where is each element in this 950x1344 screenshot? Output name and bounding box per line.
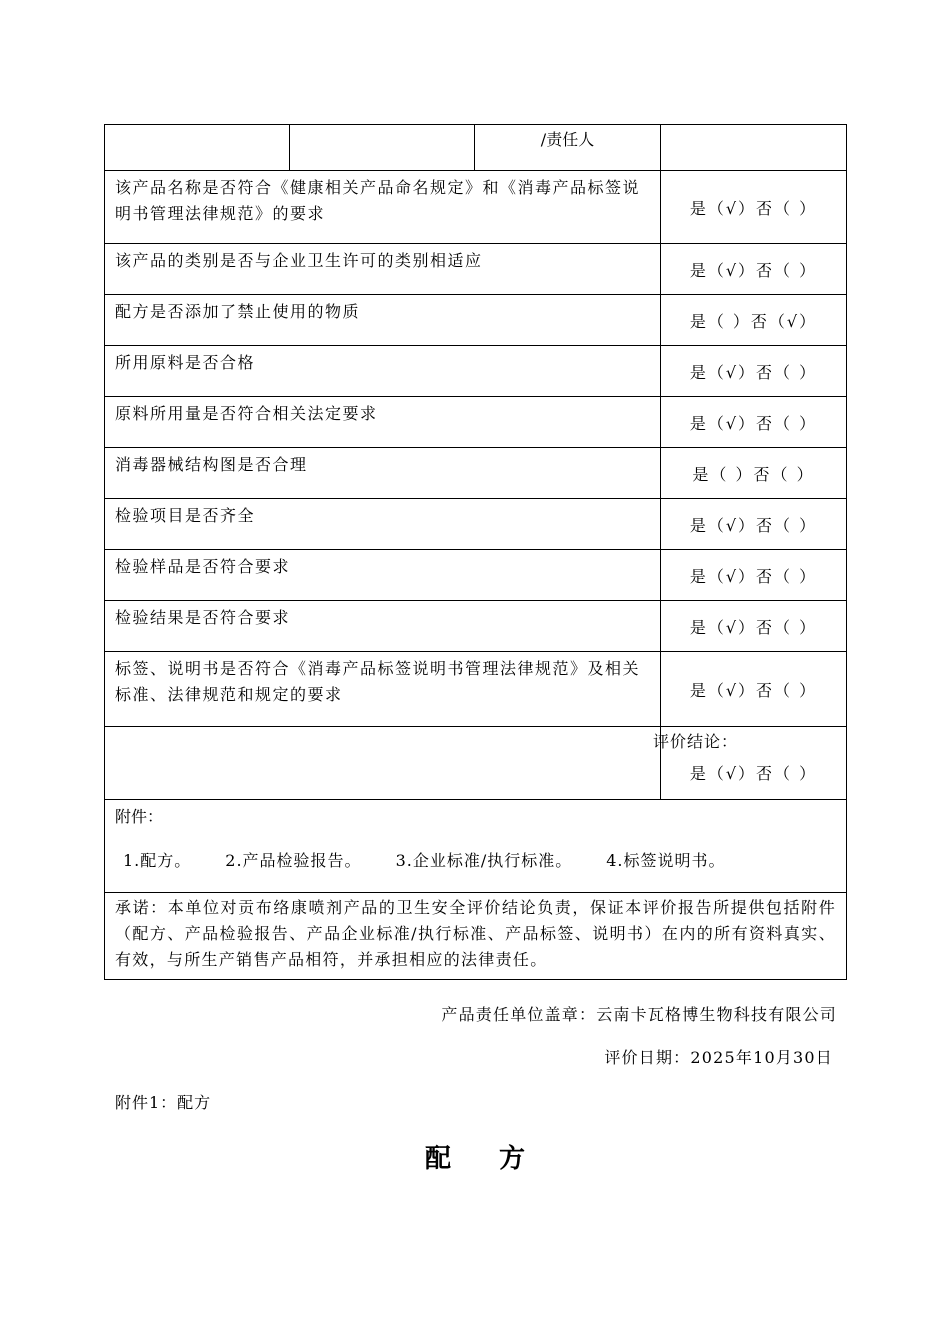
answer-text: 是（√）否（ ） [661, 652, 847, 727]
question-text: 检验结果是否符合要求 [105, 601, 661, 652]
question-text: 检验项目是否齐全 [105, 499, 661, 550]
annex-item: 1.配方。 [123, 851, 192, 870]
conclusion-label: 评价结论： [653, 732, 739, 751]
table-row [105, 171, 847, 244]
answer-text: 是（√）否（ ） [661, 499, 847, 550]
promise-text: 承诺：本单位对贡布络康喷剂产品的卫生安全评价结论负责，保证本评价报告所提供包括附件（配方、产品检验报告、产品企业标准/执行标准、产品标签、说明书）在内的所有资料真实、有效，与所生产销售产品相符，并承担相应的法律责任。 [105, 893, 847, 980]
annex-item: 4.标签说明书。 [606, 851, 726, 870]
answer-text: 是（√）否（ ） [661, 346, 847, 397]
answer-text: 是（ ）否（ ） [661, 448, 847, 499]
evaluation-date: 评价日期：2025年10月30日 [604, 1048, 833, 1067]
question-text: 消毒器械结构图是否合理 [105, 448, 661, 499]
question-text: 该产品的类别是否与企业卫生许可的类别相适应 [105, 244, 661, 295]
conclusion-cell [653, 727, 847, 800]
answer-text: 是（ ）否（√） [661, 295, 847, 346]
seal-line: 产品责任单位盖章：云南卡瓦格博生物科技有限公司 [441, 1005, 837, 1024]
table-row [105, 346, 847, 397]
header-cell-4 [661, 125, 847, 171]
question-text: 配方是否添加了禁止使用的物质 [105, 295, 661, 346]
table-header-row [105, 125, 847, 171]
doc-title: 配方 [424, 1144, 573, 1174]
table-row [105, 550, 847, 601]
annex-item: 3.企业标准/执行标准。 [395, 851, 573, 870]
annex-title: 附件1：配方 [115, 1093, 212, 1112]
annex-list [115, 848, 836, 874]
answer-text: 是（√）否（ ） [661, 601, 847, 652]
question-text: 所用原料是否合格 [105, 346, 661, 397]
table-row [105, 448, 847, 499]
answer-text: 是（√）否（ ） [661, 244, 847, 295]
answer-text: 是（√）否（ ） [661, 550, 847, 601]
evaluation-table [104, 124, 847, 980]
header-cell-responsible: /责任人 [475, 125, 661, 171]
answer-text: 是（√）否（ ） [661, 171, 847, 244]
header-cell-1 [105, 125, 290, 171]
annex-row [105, 800, 847, 893]
table-row [105, 244, 847, 295]
table-row [105, 652, 847, 727]
conclusion-blank-cell [105, 727, 661, 800]
table-row [105, 601, 847, 652]
question-text: 标签、说明书是否符合《消毒产品标签说明书管理法律规范》及相关标准、法律规范和规定的要求 [105, 652, 661, 727]
annex-item: 2.产品检验报告。 [225, 851, 362, 870]
table-row [105, 295, 847, 346]
question-text: 检验样品是否符合要求 [105, 550, 661, 601]
annex-cell [105, 800, 847, 893]
table-row [105, 397, 847, 448]
promise-row [105, 893, 847, 980]
conclusion-row [105, 727, 847, 800]
conclusion-answer: 是（√）否（ ） [689, 763, 818, 783]
question-text: 该产品名称是否符合《健康相关产品命名规定》和《消毒产品标签说明书管理法律规范》的要求 [105, 171, 661, 244]
header-cell-2 [290, 125, 475, 171]
answer-text: 是（√）否（ ） [661, 397, 847, 448]
question-text: 原料所用量是否符合相关法定要求 [105, 397, 661, 448]
table-row [105, 499, 847, 550]
annex-label: 附件： [115, 807, 164, 826]
